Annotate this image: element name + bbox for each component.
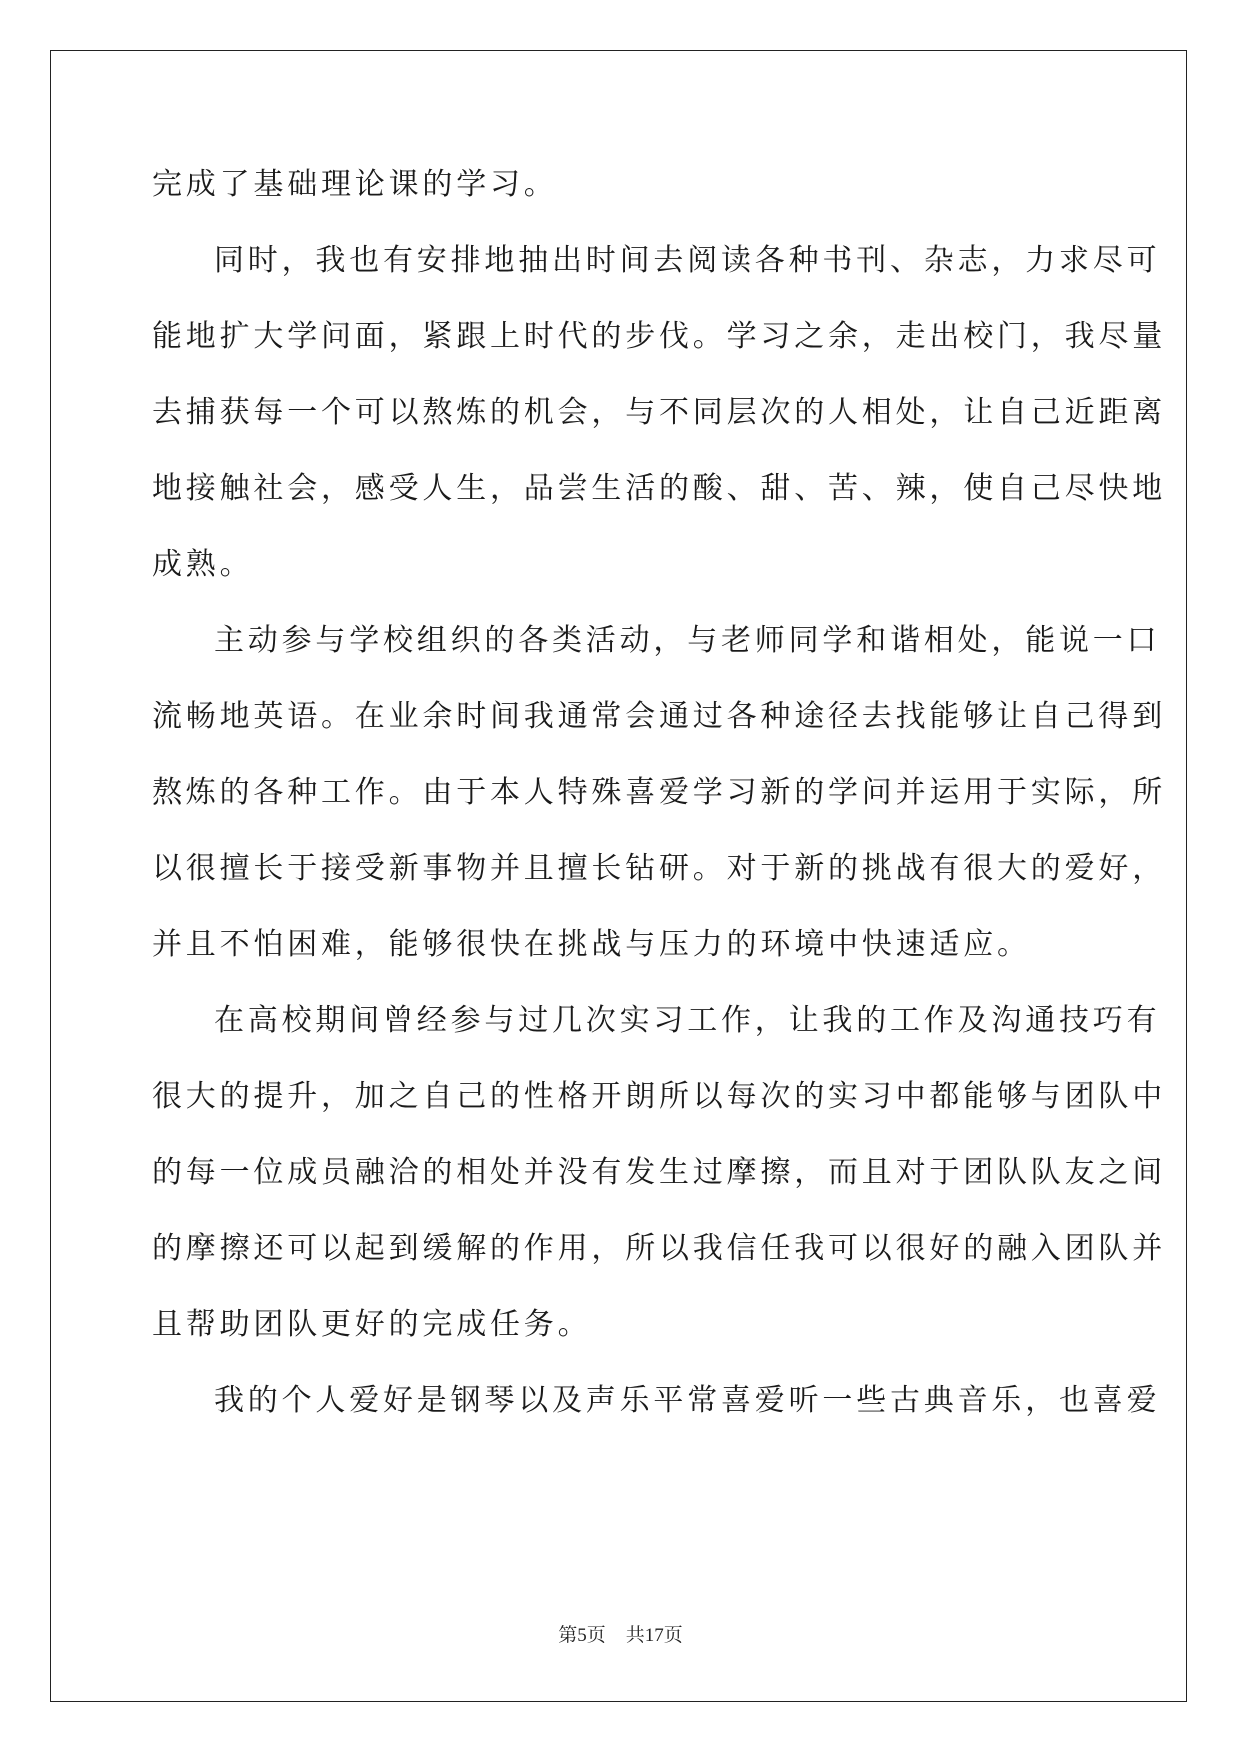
- text-line: 成熟。: [152, 547, 254, 582]
- document-body: [152, 147, 1166, 1439]
- text-line: 并且不怕困难，能够很快在挑战与压力的环境中快速适应。: [152, 927, 1031, 962]
- text-line: 流畅地英语。在业余时间我通常会通过各种途径去找能够让自己得到: [152, 699, 1166, 734]
- text-line: 的摩擦还可以起到缓解的作用，所以我信任我可以很好的融入团队并: [152, 1231, 1166, 1266]
- text-line: 主动参与学校组织的各类活动，与老师同学和谐相处，能说一口: [214, 623, 1161, 658]
- text-line: 能地扩大学问面，紧跟上时代的步伐。学习之余，走出校门，我尽量: [152, 319, 1166, 354]
- text-line: 同时，我也有安排地抽出时间去阅读各种书刊、杂志，力求尽可: [214, 243, 1161, 278]
- page-total: 共17页: [625, 1625, 683, 1646]
- text-line: 完成了基础理论课的学习。: [152, 167, 558, 202]
- text-line: 地接触社会，感受人生，品尝生活的酸、甜、苦、辣，使自己尽快地: [152, 471, 1166, 506]
- text-line: 在高校期间曾经参与过几次实习工作，让我的工作及沟通技巧有: [214, 1003, 1161, 1038]
- text-line: 我的个人爱好是钢琴以及声乐平常喜爱听一些古典音乐，也喜爱: [214, 1383, 1161, 1418]
- text-line: 以很擅长于接受新事物并且擅长钻研。对于新的挑战有很大的爱好，: [152, 851, 1166, 886]
- text-line: 的每一位成员融洽的相处并没有发生过摩擦，而且对于团队队友之间: [152, 1155, 1166, 1190]
- text-line: 且帮助团队更好的完成任务。: [152, 1307, 592, 1342]
- text-line: 很大的提升，加之自己的性格开朗所以每次的实习中都能够与团队中: [152, 1079, 1166, 1114]
- text-line: 去捕获每一个可以熬炼的机会，与不同层次的人相处，让自己近距离: [152, 395, 1166, 430]
- text-line: 熬炼的各种工作。由于本人特殊喜爱学习新的学问并运用于实际，所: [152, 775, 1166, 810]
- page-number: 第5页: [558, 1625, 606, 1646]
- page-footer: [0, 1620, 1241, 1647]
